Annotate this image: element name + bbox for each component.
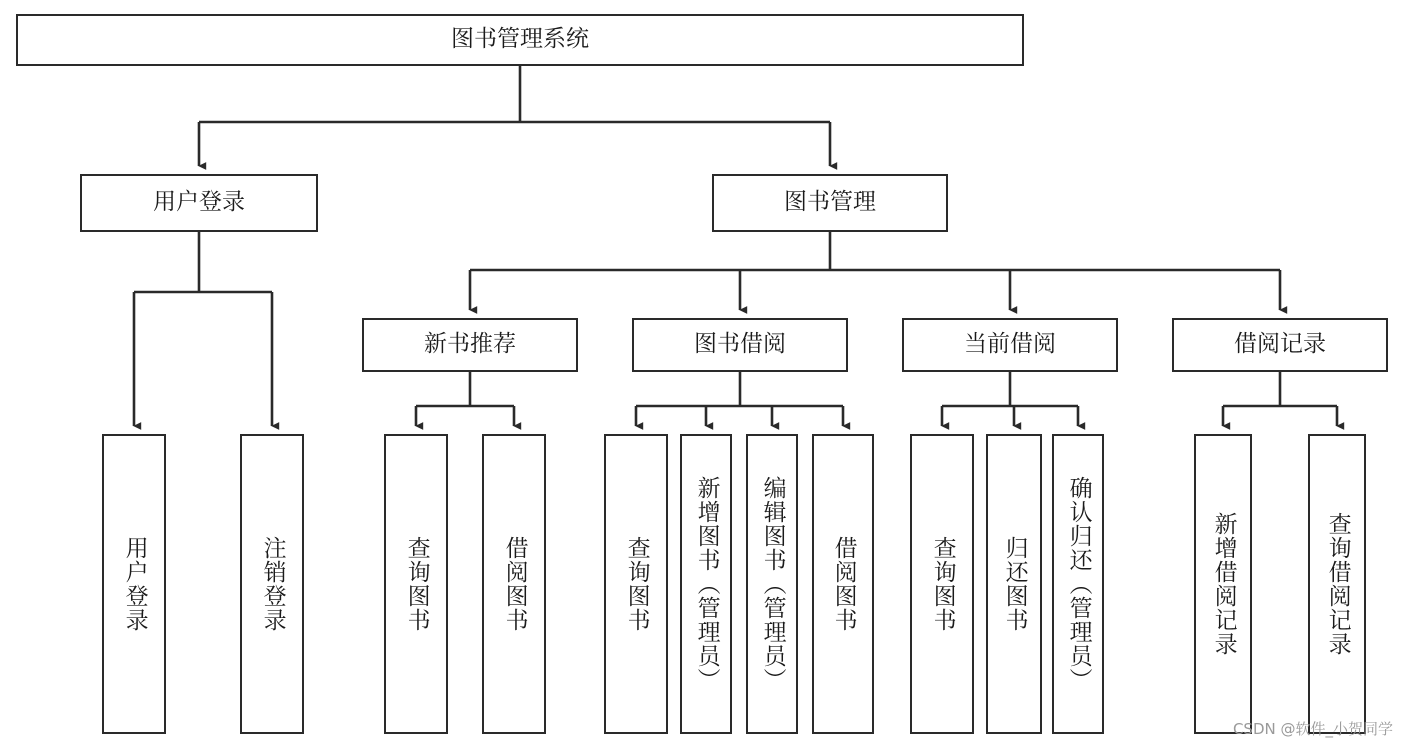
watermark: CSDN @软件_小贺同学 — [1232, 720, 1393, 738]
node-book-borrow[interactable] — [632, 318, 848, 372]
node-label: 借阅记录 — [1234, 331, 1326, 358]
node-borrow-record[interactable] — [1172, 318, 1388, 372]
node-leaf-query-book-borrow[interactable] — [604, 434, 668, 734]
node-user-login[interactable] — [80, 174, 318, 232]
node-label: 借阅图书 — [830, 536, 857, 632]
node-label: 查询图书 — [403, 536, 430, 632]
node-leaf-query-book-current[interactable] — [910, 434, 974, 734]
node-leaf-return-book[interactable] — [986, 434, 1042, 734]
node-label: 当前借阅 — [964, 331, 1056, 358]
node-leaf-edit-book-admin[interactable] — [746, 434, 798, 734]
node-label: 查询借阅记录 — [1324, 512, 1351, 656]
node-leaf-add-borrow-record[interactable] — [1194, 434, 1252, 734]
node-leaf-add-book-admin[interactable] — [680, 434, 732, 734]
node-label: 图书借阅 — [694, 331, 786, 358]
node-current-borrow[interactable] — [902, 318, 1118, 372]
node-root[interactable] — [16, 14, 1024, 66]
node-label: 查询图书 — [623, 536, 650, 632]
node-label: 图书管理 — [784, 189, 876, 216]
node-label: 查询图书 — [929, 536, 956, 632]
node-label: 图书管理系统 — [451, 26, 589, 53]
node-label: 用户登录 — [153, 189, 245, 216]
node-leaf-logout[interactable] — [240, 434, 304, 734]
node-leaf-confirm-return-admin[interactable] — [1052, 434, 1104, 734]
node-leaf-query-borrow-record[interactable] — [1308, 434, 1366, 734]
node-label: 注销登录 — [259, 536, 286, 632]
node-book-management[interactable] — [712, 174, 948, 232]
node-leaf-user-login[interactable] — [102, 434, 166, 734]
node-leaf-borrow-book[interactable] — [812, 434, 874, 734]
node-label: 确认归还（管理员） — [1065, 476, 1092, 692]
node-leaf-borrow-book-new[interactable] — [482, 434, 546, 734]
node-new-book-recommend[interactable] — [362, 318, 578, 372]
node-label: 编辑图书（管理员） — [759, 476, 786, 692]
node-label: 归还图书 — [1001, 536, 1028, 632]
node-label: 借阅图书 — [501, 536, 528, 632]
node-label: 新增借阅记录 — [1210, 512, 1237, 656]
node-label: 用户登录 — [121, 536, 148, 632]
node-label: 新书推荐 — [424, 331, 516, 358]
node-label: 新增图书（管理员） — [693, 476, 720, 692]
node-leaf-query-book-new[interactable] — [384, 434, 448, 734]
